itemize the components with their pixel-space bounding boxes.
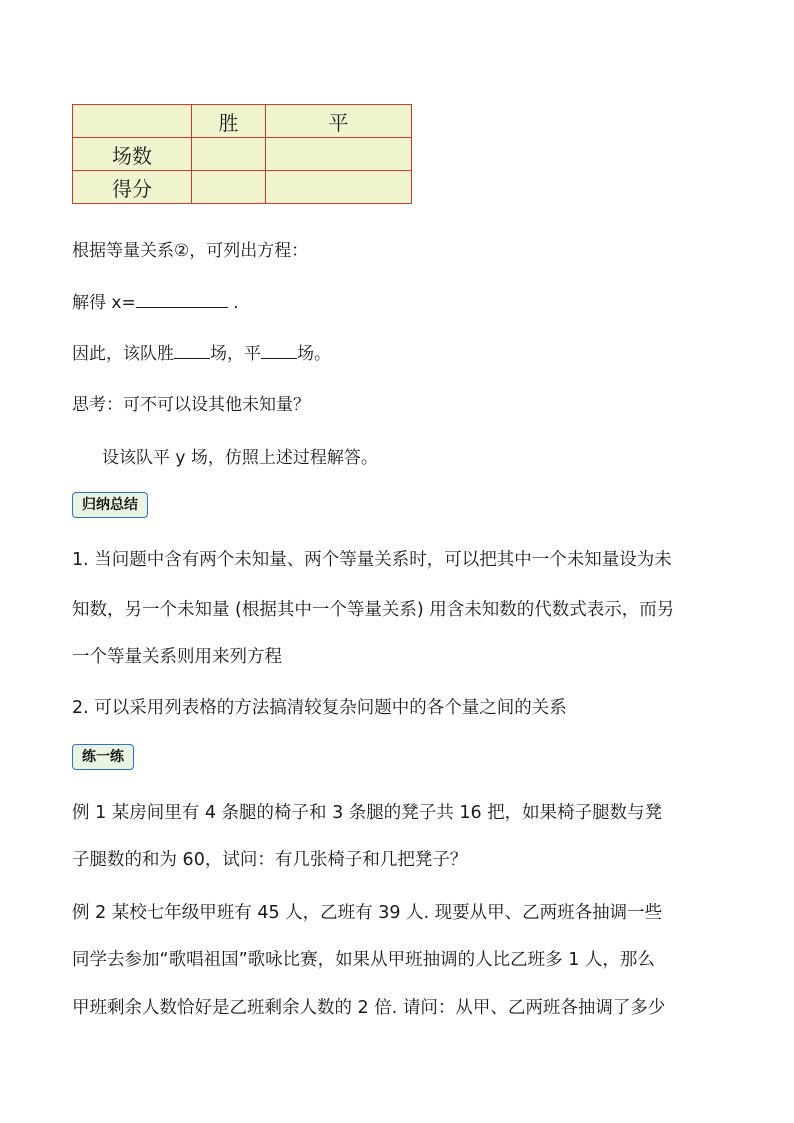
result-text-a: 因此，该队胜 [72,344,174,364]
table-header-cell: 胜 [192,105,266,138]
example-2-line-3: 甲班剩余人数恰好是乙班剩余人数的 2 倍. 请问：从甲、乙两班各抽调了多少 [72,998,666,1018]
summary-point-1-line-3: 一个等量关系则用来列方程 [72,647,282,667]
practice-tag: 练一练 [72,744,134,770]
solve-suffix: . [227,293,239,313]
result-text-c: 场。 [297,344,331,364]
table-header-cell [73,105,192,138]
summary-point-1-line-1: 1. 当问题中含有两个未知量、两个等量关系时，可以把其中一个未知量设为未 [72,550,672,570]
table-header-row [73,105,412,138]
row-label: 场数 [73,138,192,171]
result-text-b: 场，平 [210,344,261,364]
draws-blank [261,342,297,359]
example-1-line-2: 子腿数的和为 60，试问：有几张椅子和几把凳子？ [72,850,468,870]
table-cell [266,138,412,171]
summary-tag: 归纳总结 [72,492,148,518]
wins-blank [174,342,210,359]
table-cell [266,171,412,204]
example-1-line-1: 例 1 某房间里有 4 条腿的椅子和 3 条腿的凳子共 16 把，如果椅子腿数与凳 [72,803,663,823]
think-question: 思考：可不可以设其他未知量？ [72,395,310,415]
summary-point-2: 2. 可以采用列表格的方法搞清较复杂问题中的各个量之间的关系 [72,698,567,718]
result-line [72,339,331,364]
table-cell [192,171,266,204]
solve-prefix: 解得 x= [72,293,136,313]
alternative-approach: 设该队平 y 场，仿照上述过程解答。 [102,448,378,468]
row-label: 得分 [73,171,192,204]
equation-prompt: 根据等量关系②，可列出方程： [72,241,309,261]
solve-line [72,288,239,313]
example-2-line-2: 同学去参加“歌唱祖国”歌咏比赛，如果从甲班抽调的人比乙班多 1 人，那么 [72,950,655,970]
score-table [72,104,412,204]
table-header-cell: 平 [266,105,412,138]
answer-blank [136,291,228,308]
table-row [73,138,412,171]
summary-point-1-line-2: 知数，另一个未知量 (根据其中一个等量关系) 用含未知数的代数式表示，而另 [72,600,675,620]
table-cell [192,138,266,171]
table-row [73,171,412,204]
example-2-line-1: 例 2 某校七年级甲班有 45 人，乙班有 39 人. 现要从甲、乙两班各抽调一些 [72,903,663,923]
